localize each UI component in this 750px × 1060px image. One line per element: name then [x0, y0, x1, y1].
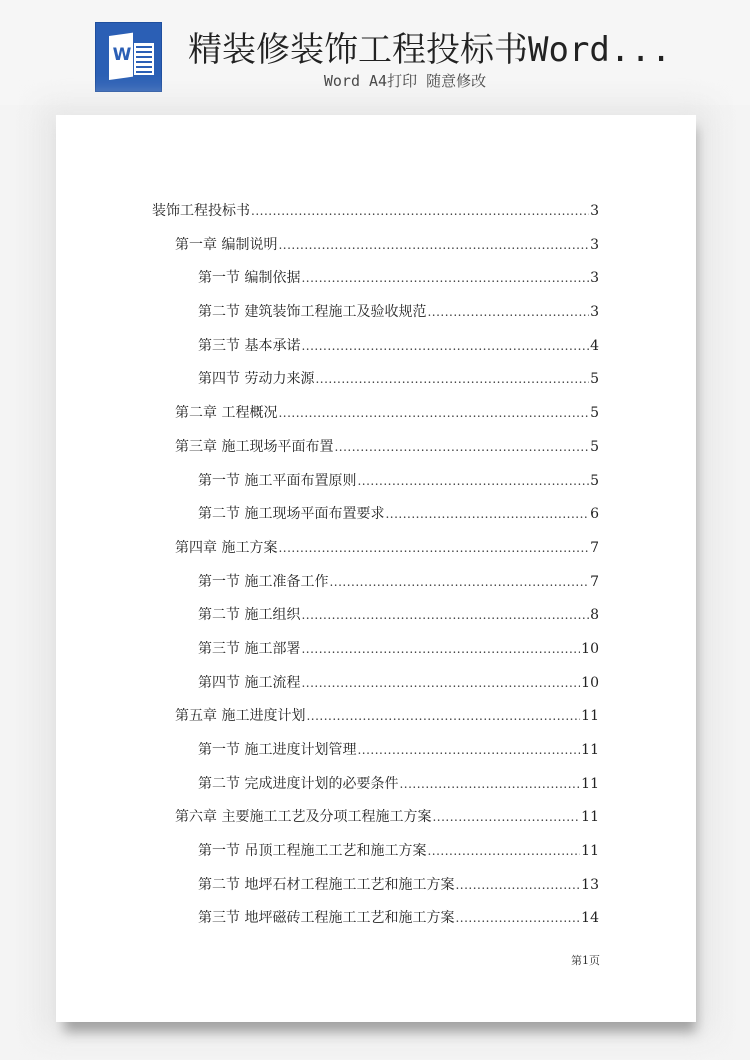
toc-entry-label: 第三节 地坪磁砖工程施工工艺和施工方案: [198, 910, 455, 927]
toc-entry-label: 第三章 施工现场平面布置: [175, 438, 334, 455]
toc-entry-page-number: 14: [581, 910, 599, 927]
toc-leader-dots: [455, 911, 580, 925]
toc-entry[interactable]: [152, 267, 599, 301]
toc-entry[interactable]: [152, 234, 599, 268]
toc-entry[interactable]: [152, 335, 599, 369]
toc-entry[interactable]: [152, 604, 599, 638]
toc-entry-page-number: 4: [590, 337, 599, 354]
toc-leader-dots: [455, 878, 580, 892]
toc-entry[interactable]: [152, 436, 599, 470]
toc-entry[interactable]: [152, 672, 599, 706]
toc-leader-dots: [315, 372, 589, 386]
toc-entry[interactable]: [152, 503, 599, 537]
toc-entry[interactable]: [152, 537, 599, 571]
toc-entry-label: 第三节 基本承诺: [198, 337, 301, 354]
toc-leader-dots: [334, 440, 589, 454]
toc-entry-page-number: 10: [581, 674, 599, 691]
toc-leader-dots: [306, 709, 580, 723]
toc-leader-dots: [427, 844, 580, 858]
toc-entry-label: 第二节 建筑装饰工程施工及验收规范: [198, 304, 427, 321]
toc-entry[interactable]: [152, 301, 599, 335]
toc-leader-dots: [399, 777, 580, 791]
toc-entry-label: 第三节 施工部署: [198, 640, 301, 657]
toc-entry-label: 第一节 吊顶工程施工工艺和施工方案: [198, 843, 427, 860]
toc-leader-dots: [301, 642, 580, 656]
toc-entry-label: 第一章 编制说明: [175, 236, 278, 253]
toc-entry[interactable]: [152, 874, 599, 908]
toc-entry-page-number: 10: [581, 640, 599, 657]
toc-leader-dots: [432, 810, 580, 824]
toc-entry[interactable]: [152, 806, 599, 840]
toc-entry[interactable]: [152, 739, 599, 773]
toc-leader-dots: [329, 575, 589, 589]
toc-entry-label: 第四章 施工方案: [175, 539, 278, 556]
toc-entry-label: 第四节 劳动力来源: [198, 371, 315, 388]
toc-leader-dots: [278, 238, 589, 252]
toc-entry[interactable]: [152, 200, 599, 234]
toc-entry-page-number: 11: [581, 843, 599, 860]
toc-leader-dots: [278, 541, 589, 555]
toc-leader-dots: [385, 507, 589, 521]
toc-leader-dots: [251, 204, 589, 218]
toc-entry-page-number: 8: [590, 607, 599, 624]
toc-entry-label: 第一节 施工平面布置原则: [198, 472, 357, 489]
toc-entry-page-number: 3: [590, 203, 599, 219]
toc-entry-label: 第四节 施工流程: [198, 674, 301, 691]
word-icon-letter: W: [112, 45, 132, 66]
toc-entry[interactable]: [152, 773, 599, 807]
toc-entry-label: 第二章 工程概况: [175, 405, 278, 422]
toc-entry[interactable]: [152, 368, 599, 402]
toc-entry[interactable]: [152, 638, 599, 672]
toc-entry-label: 第一节 编制依据: [198, 270, 301, 287]
toc-entry-label: 第二节 完成进度计划的必要条件: [198, 775, 399, 792]
toc-entry-page-number: 3: [590, 236, 599, 253]
toc-entry-page-number: 5: [590, 438, 599, 455]
toc-leader-dots: [357, 474, 589, 488]
toc-entry-label: 第五章 施工进度计划: [175, 708, 306, 725]
toc-entry-label: 第六章 主要施工工艺及分项工程施工方案: [175, 809, 432, 826]
page-subtitle: Word A4打印 随意修改: [323, 72, 487, 90]
toc-entry-page-number: 5: [590, 472, 599, 489]
header: [0, 0, 750, 105]
toc-entry-label: 装饰工程投标书: [152, 203, 250, 219]
toc-entry-label: 第二节 施工现场平面布置要求: [198, 506, 385, 523]
toc-entry-page-number: 7: [590, 539, 599, 556]
toc-entry-page-number: 13: [581, 876, 599, 893]
toc-leader-dots: [301, 608, 589, 622]
toc-entry-page-number: 3: [590, 304, 599, 321]
toc-entry[interactable]: [152, 402, 599, 436]
toc-entry-page-number: 11: [581, 742, 599, 758]
toc-entry-page-number: 6: [590, 506, 599, 523]
toc-entry-label: 第二节 施工组织: [198, 607, 301, 624]
toc-leader-dots: [427, 305, 589, 319]
toc-entry-label: 第一节 施工进度计划管理: [198, 742, 357, 758]
page-title: 精装修装饰工程投标书Word...: [188, 30, 672, 70]
toc-entry-label: 第一节 施工准备工作: [198, 573, 329, 590]
toc-entry[interactable]: [152, 571, 599, 605]
toc-entry-page-number: 5: [590, 371, 599, 388]
toc-entry-label: 第二节 地坪石材工程施工工艺和施工方案: [198, 876, 455, 893]
table-of-contents: [152, 200, 599, 941]
toc-leader-dots: [301, 271, 589, 285]
toc-leader-dots: [357, 743, 580, 757]
toc-leader-dots: [278, 406, 589, 420]
toc-entry[interactable]: [152, 470, 599, 504]
toc-leader-dots: [301, 339, 589, 353]
toc-entry[interactable]: [152, 840, 599, 874]
toc-entry[interactable]: [152, 907, 599, 941]
page-number-footer: 第1页: [571, 954, 600, 967]
toc-entry-page-number: 3: [590, 270, 599, 287]
toc-entry-page-number: 7: [590, 573, 599, 590]
toc-entry-page-number: 11: [581, 775, 599, 792]
toc-entry[interactable]: [152, 705, 599, 739]
toc-leader-dots: [301, 676, 580, 690]
document-page: [56, 115, 696, 1022]
toc-entry-page-number: 11: [581, 708, 599, 725]
toc-entry-page-number: 11: [581, 809, 599, 826]
toc-entry-page-number: 5: [590, 405, 599, 422]
